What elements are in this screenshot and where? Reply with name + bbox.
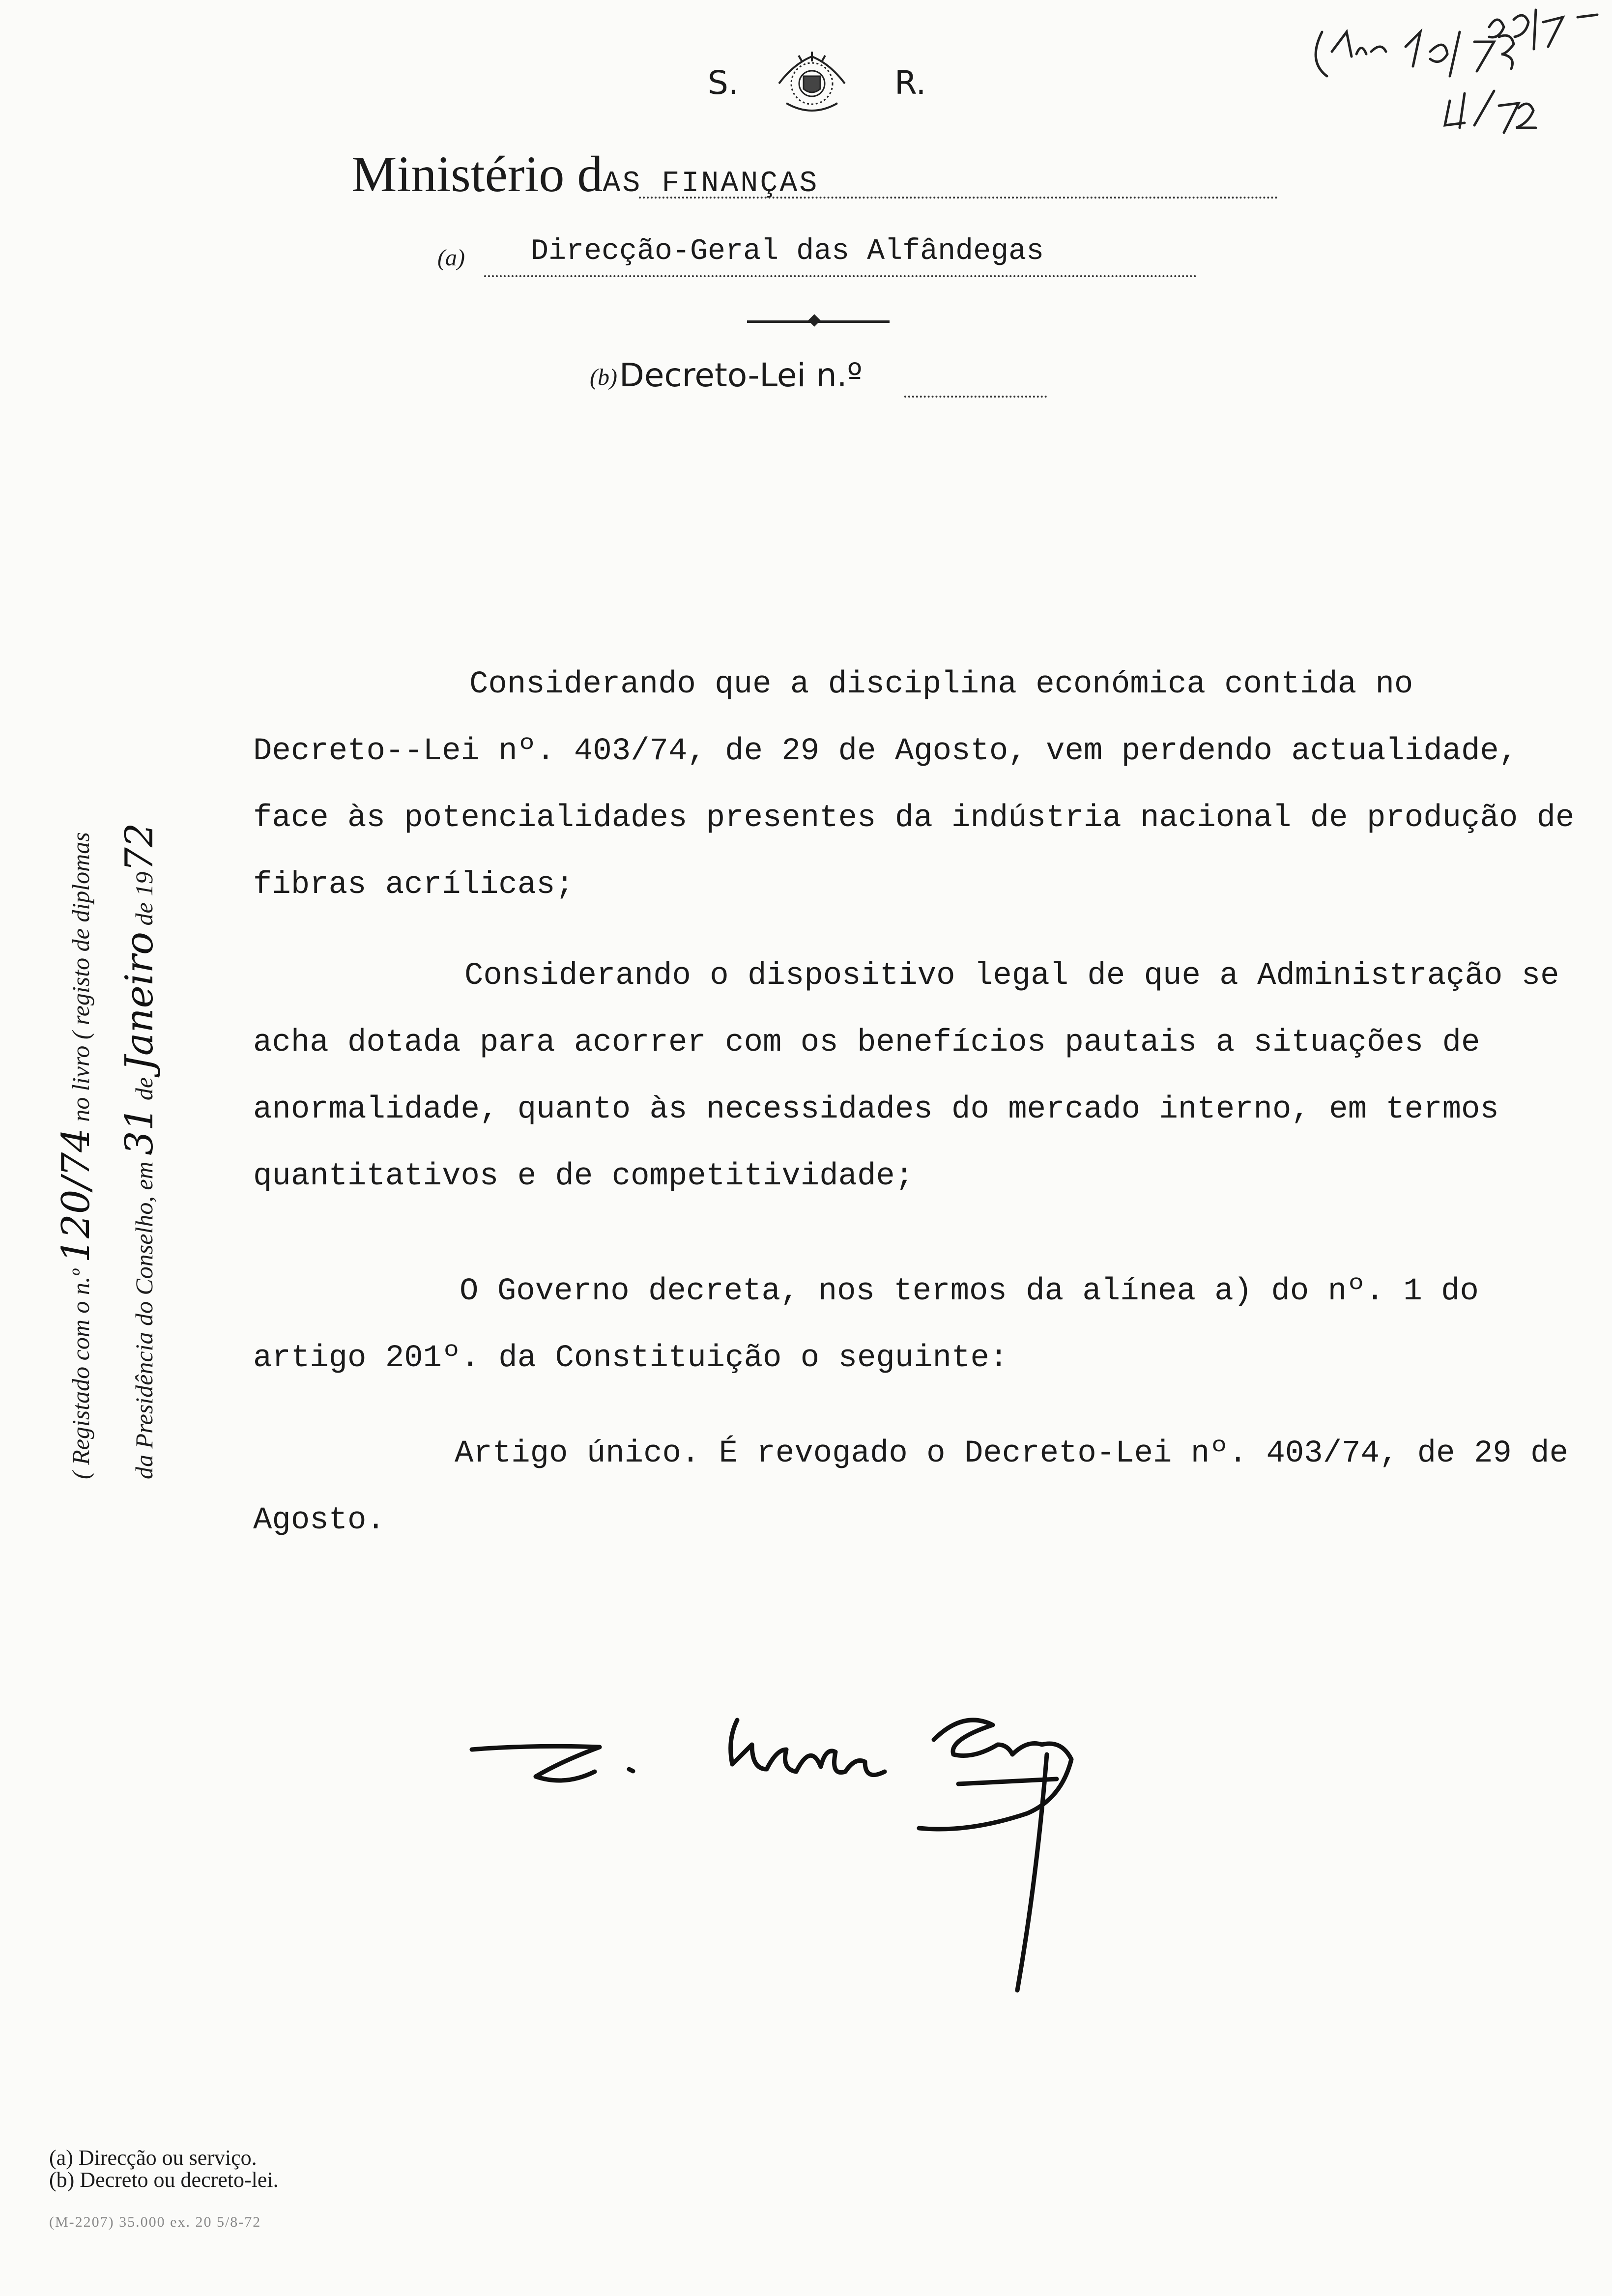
ministry-prefix: Ministério d [351, 146, 603, 202]
coat-of-arms-emblem [769, 47, 855, 120]
header-letter-s: S. [708, 64, 739, 102]
ministry-title [351, 145, 819, 203]
header-letter-r: R. [894, 64, 926, 102]
decree-number-dotted-line [904, 396, 1047, 398]
footnote-a: (a) Direcção ou serviço. [49, 2146, 257, 2170]
footnote-b: (b) Decreto ou decreto-lei. [49, 2168, 279, 2192]
margin-registration-note [47, 545, 174, 1479]
registration-line-2: da Presidência do Conselho, em 31 de Janeiro de 1972 [117, 823, 162, 1479]
ministry-name: AS FINANÇAS [603, 167, 819, 201]
directorate-name: Direcção-Geral das Alfândegas [531, 235, 1044, 268]
paragraph-considering-1: Considerando que a disciplina económica contida no Decreto--Lei nº. 403/74, de 29 de Agosto, vem perdendo actualidade, face às potencialidades presentes da indústria nacional de produção de fibras acrílicas; [253, 667, 1575, 903]
paragraph-considering-2: Considerando o dispositivo legal de que a Administração se acha dotada para acorrer com os benefícios pautais a situações de anormalidade, quanto às necessidades do mercado interno, em termos quantitativos e de competitividade; [253, 958, 1559, 1194]
handwritten-signature [462, 1710, 1180, 2005]
paragraph-government-decrees: O Governo decreta, nos termos da alínea a) do nº. 1 do artigo 201º. da Constituição o seguinte: [253, 1274, 1479, 1376]
printer-imprint: (M-2207) 35.000 ex. 20 5/8-72 [49, 2214, 261, 2230]
decree-marker: (b) [590, 364, 617, 390]
paragraph-sole-article: Artigo único. É revogado o Decreto-Lei nº. 403/74, de 29 de Agosto. [253, 1436, 1568, 1538]
directorate-marker: (a) [437, 245, 465, 271]
directorate-dotted-line [484, 275, 1197, 277]
ministry-dotted-line [639, 197, 1278, 199]
registration-line-1: ( Registado com o n.º 120/74 no livro ( registo de diplomas [54, 832, 98, 1479]
handwritten-reference-annotation [1302, 7, 1612, 135]
separator-diamond [808, 314, 820, 326]
decree-label: Decreto-Lei n.º [619, 356, 863, 394]
